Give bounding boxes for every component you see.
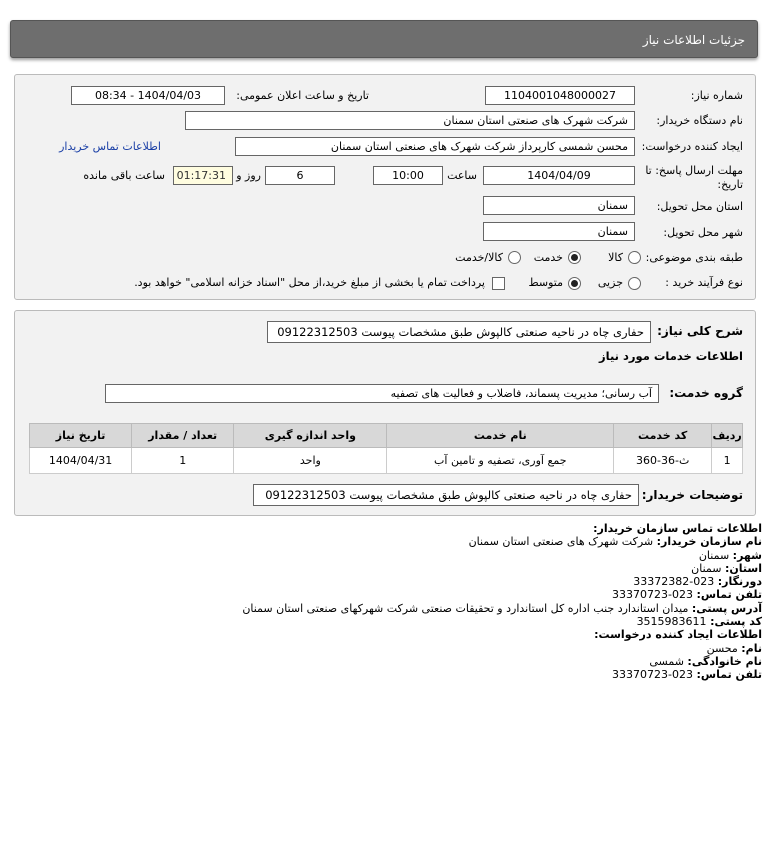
buyer-org-field[interactable]: شرکت شهرک های صنعتی استان سمنان [185, 111, 635, 130]
contact-fax-value: 023-33372382 [633, 575, 715, 589]
contact-city-line [12, 549, 762, 562]
category-option-both: کالا/خدمت [455, 251, 503, 264]
treasury-payment-checkbox[interactable] [492, 277, 505, 290]
contact-postal-line [12, 615, 762, 628]
announce-label: تاریخ و ساعت اعلان عمومی: [236, 89, 369, 102]
services-table [29, 423, 743, 474]
cell-service-code: ث-36-360 [614, 448, 712, 474]
deadline-time-field[interactable]: 10:00 [373, 166, 443, 185]
creator-phone-label: تلفن تماس: [696, 668, 762, 682]
page-title-bar [10, 20, 758, 58]
buyer-notes-field[interactable]: حفاری چاه در ناحیه صنعتی کالپوش طبق مشخصات پیوست 09122312503 [253, 484, 639, 506]
contact-province-line [12, 562, 762, 575]
process-option-minor: جزیی [597, 276, 623, 289]
contact-fax-line [12, 575, 762, 588]
service-group-label: گروه خدمت: [669, 386, 743, 400]
creator-last-name-line [12, 655, 762, 668]
contact-province-value: سمنان [691, 561, 722, 575]
contact-heading: اطلاعات تماس سازمان خریدار: [593, 522, 762, 535]
contact-fax-label: دورنگار: [717, 575, 762, 589]
contact-info-section [12, 522, 762, 682]
deadline-label-line1: مهلت ارسال پاسخ: تا [645, 164, 743, 177]
cell-need-date: 1404/04/31 [30, 448, 132, 474]
need-details-panel [14, 310, 756, 516]
process-radio-minor[interactable] [628, 277, 641, 290]
buyer-org-label: نام دستگاه خریدار: [656, 114, 743, 127]
need-number-field[interactable]: 1104001048000027 [485, 86, 635, 105]
table-header-row [30, 424, 743, 448]
contact-phone-label: تلفن تماس: [696, 588, 762, 602]
creator-last-name-value: شمسی [649, 654, 684, 668]
time-label: ساعت [447, 169, 477, 182]
contact-address-label: آدرس پستی: [691, 601, 762, 615]
creator-phone-line [12, 668, 762, 681]
contact-city-value: سمنان [698, 548, 730, 562]
category-radio-both[interactable] [508, 251, 521, 264]
deadline-date-field[interactable]: 1404/04/09 [483, 166, 635, 185]
announce-field[interactable]: 1404/04/03 - 08:34 [71, 86, 225, 105]
contact-address-value: میدان استاندارد جنب اداره کل استاندارد و تحقیقات صنعتی شرکت شهرکهای صنعتی استان سمنان [242, 601, 689, 615]
process-option-medium: متوسط [528, 276, 563, 289]
col-header-unit: واحد اندازه گیری [234, 424, 387, 448]
category-radio-service[interactable] [568, 251, 581, 264]
process-radio-medium[interactable] [568, 277, 581, 290]
contact-org-line [12, 535, 762, 548]
contact-org-value: شرکت شهرک های صنعتی استان سمنان [468, 535, 654, 549]
category-label: طبقه بندی موضوعی: [645, 251, 743, 264]
summary-field[interactable]: حفاری چاه در ناحیه صنعتی کالپوش طبق مشخصات پیوست 09122312503 [267, 321, 651, 343]
col-header-service-name: نام خدمت [387, 424, 614, 448]
contact-org-label: نام سازمان خریدار: [656, 535, 762, 549]
cell-unit: واحد [234, 448, 387, 474]
summary-label: شرح کلی نیاز: [657, 324, 743, 338]
days-label: روز و [236, 169, 261, 182]
creator-heading-line [12, 628, 762, 641]
contact-postal-value: 3515983611 [636, 615, 707, 629]
creator-last-name-label: نام خانوادگی: [687, 654, 762, 668]
requester-field[interactable]: محسن شمسی کارپرداز شرکت شهرک های صنعتی استان سمنان [235, 137, 635, 156]
category-option-goods: کالا [608, 251, 623, 264]
contact-phone-line [12, 588, 762, 601]
province-label: استان محل تحویل: [656, 200, 743, 213]
cell-quantity: 1 [132, 448, 234, 474]
cell-service-name: جمع آوری، تصفیه و تامین آب [387, 448, 614, 474]
contact-postal-label: کد پستی: [710, 615, 762, 629]
creator-first-name-value: محسن [706, 641, 738, 655]
col-header-quantity: تعداد / مقدار [132, 424, 234, 448]
creator-first-name-line [12, 642, 762, 655]
need-info-panel [14, 74, 756, 300]
col-header-need-date: تاریخ نیاز [30, 424, 132, 448]
city-field[interactable]: سمنان [483, 222, 635, 241]
category-option-service: خدمت [533, 251, 563, 264]
contact-heading-line [12, 522, 762, 535]
requester-label: ایجاد کننده درخواست: [641, 140, 743, 153]
remaining-label: ساعت باقی مانده [83, 169, 165, 182]
province-field[interactable]: سمنان [483, 196, 635, 215]
col-header-row-number: ردیف [712, 424, 743, 448]
deadline-label-line2: تاریخ: [717, 178, 743, 191]
table-row[interactable] [30, 448, 743, 474]
creator-first-name-label: نام: [741, 641, 762, 655]
contact-city-label: شهر: [732, 548, 762, 562]
contact-phone-value: 023-33370723 [612, 588, 694, 602]
need-number-label: شماره نیاز: [690, 89, 743, 102]
creator-phone-value: 023-33370723 [612, 668, 694, 682]
city-label: شهر محل تحویل: [663, 226, 743, 239]
services-heading: اطلاعات خدمات مورد نیاز [599, 349, 743, 363]
category-radio-goods[interactable] [628, 251, 641, 264]
contact-address-line [12, 602, 762, 615]
service-group-field[interactable]: آب رسانی؛ مدیریت پسماند، فاضلاب و فعالیت های تصفیه [105, 384, 659, 403]
contact-province-label: استان: [725, 561, 762, 575]
page-title: جزئیات اطلاعات نیاز [642, 33, 745, 47]
days-field[interactable]: 6 [265, 166, 335, 185]
process-label: نوع فرآیند خرید : [665, 276, 743, 289]
col-header-service-code: کد خدمت [614, 424, 712, 448]
cell-row-number: 1 [712, 448, 743, 474]
remaining-time-field: 01:17:31 [173, 166, 233, 185]
buyer-contact-link[interactable]: اطلاعات تماس خریدار [59, 140, 161, 153]
creator-heading: اطلاعات ایجاد کننده درخواست: [594, 628, 762, 642]
buyer-notes-label: توضیحات خریدار: [641, 488, 743, 502]
treasury-payment-note: پرداخت تمام یا بخشی از مبلغ خرید،از محل "اسناد خزانه اسلامی" خواهد بود. [134, 276, 485, 289]
